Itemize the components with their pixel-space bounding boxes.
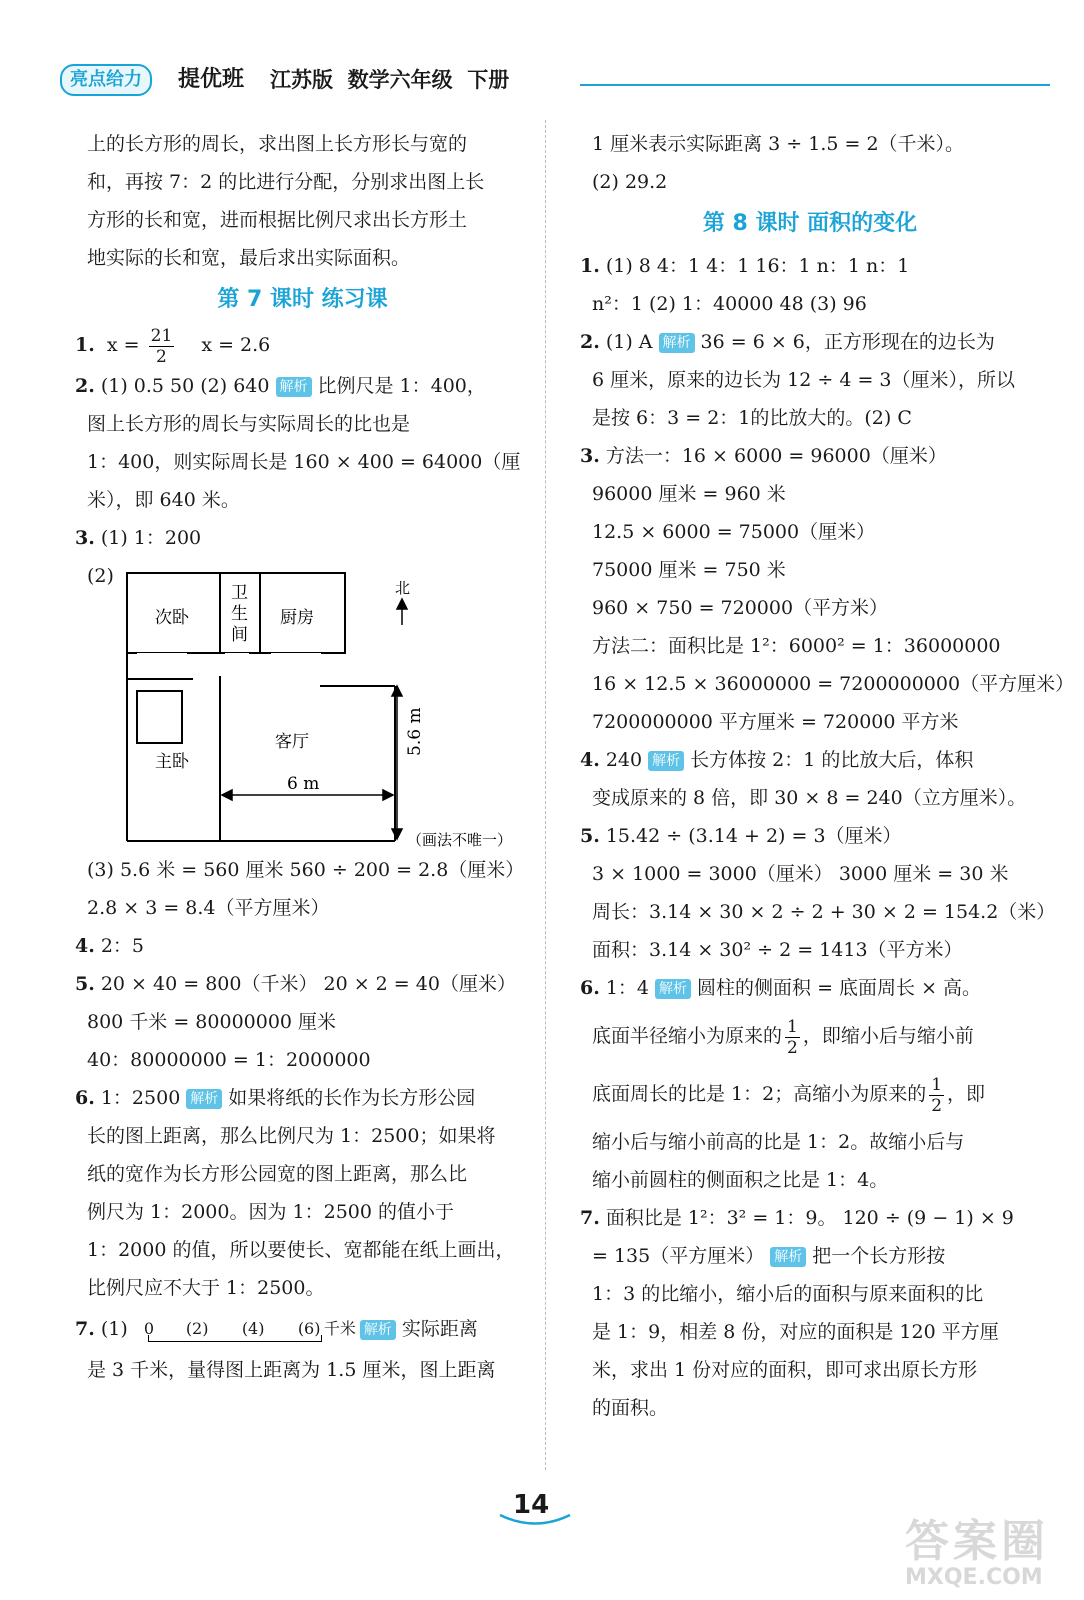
- text-line: 12.5 × 6000 = 75000（厘米）: [592, 521, 876, 543]
- floor-plan: [75, 561, 530, 851]
- north-label: 北: [395, 579, 411, 597]
- text-line: 纸的宽作为长方形公园宽的图上距离，那么比: [87, 1163, 468, 1185]
- answer-1: 1. x = $\frac{21}{2}$ x = 2.6: [75, 325, 271, 367]
- text-line: 周长：3.14 × 30 × 2 ÷ 2 + 30 × 2 = 154.2（米）: [592, 901, 1056, 923]
- text-line: 6 厘米，原来的边长为 12 ÷ 4 = 3（厘米），所以: [592, 369, 1016, 391]
- page-number-arc-icon: [495, 1510, 575, 1530]
- brand-badge: 亮点给力: [60, 64, 152, 96]
- answer-5: 5. 15.42 ÷ (3.14 + 2) = 3（厘米）: [580, 825, 902, 847]
- text-line: (3) 5.6 米 = 560 厘米 560 ÷ 200 = 2.8（厘米）: [87, 859, 525, 881]
- dimension-height: [392, 686, 402, 839]
- answer-4: 4. 2：5: [75, 935, 145, 957]
- text-line: 底面半径缩小为原来的 $\frac{1}{2}$ ，即缩小后与缩小前: [592, 1016, 974, 1058]
- page-number: 14: [513, 1490, 550, 1520]
- right-column: [580, 125, 1075, 1427]
- room-label: 客厅: [275, 732, 309, 752]
- room-label: 厨房: [280, 608, 314, 628]
- text-line: 7200000000 平方厘米 = 720000 平方米: [592, 711, 959, 733]
- text-line: 1：3 的比缩小，缩小后的面积与原来面积的比: [592, 1283, 984, 1305]
- text-line: 2.8 × 3 = 8.4（平方厘米）: [87, 897, 330, 919]
- analysis-tag: 解析: [648, 751, 684, 771]
- watermark: 答案圈 MXQE.COM: [905, 1516, 1049, 1590]
- answer-4: 4. 240 解析 长方体按 2：1 的比放大后，体积: [580, 749, 974, 771]
- text-line: 地实际的长和宽，最后求出实际面积。: [87, 247, 411, 269]
- text-line: 面积：3.14 × 30² ÷ 2 = 1413（平方米）: [592, 939, 963, 961]
- dimension-height-label: 5.6 m: [405, 707, 425, 756]
- analysis-tag: 解析: [186, 1089, 222, 1109]
- text-line: 缩小前圆柱的侧面积之比是 1：4。: [592, 1169, 889, 1191]
- text-line: 变成原来的 8 倍，即 30 × 8 = 240（立方厘米）。: [592, 787, 1027, 809]
- text-line: 3 × 1000 = 3000（厘米） 3000 厘米 = 30 米: [592, 863, 1009, 885]
- analysis-tag: 解析: [360, 1320, 396, 1340]
- text-line: 是 1：9，相差 8 份，对应的面积是 120 平方厘: [592, 1321, 999, 1343]
- text-line: 底面周长的比是 1：2；高缩小为原来的 $\frac{1}{2}$ ，即: [592, 1074, 986, 1116]
- text-line: 和，再按 7：2 的比进行分配，分别求出图上长: [87, 171, 485, 193]
- text-line: 40：80000000 = 1：2000000: [87, 1049, 371, 1071]
- section-title-lesson-7: 第 7 课时 练习课: [217, 287, 388, 312]
- plan-note: （画法不唯一）: [407, 831, 513, 849]
- answer-7: 7. (1) 0 (2) (4) (6) 千米 解析 实际距离: [75, 1307, 530, 1351]
- book-info: 江苏版 数学六年级 下册: [270, 68, 510, 92]
- fraction: $\frac{21}{2}$: [150, 325, 173, 367]
- left-column: [75, 125, 530, 1389]
- text-line: 例尺为 1：2000。因为 1：2500 的值小于: [87, 1201, 455, 1223]
- answer-7: 7. 面积比是 1²：3² = 1：9。 120 ÷ (9 − 1) × 9: [580, 1207, 1014, 1229]
- answer-6: 6. 1：2500 解析 如果将纸的长作为长方形公园: [75, 1087, 476, 1109]
- text-line: 米，求出 1 份对应的面积，即可求出原长方形: [592, 1359, 978, 1381]
- text-line: 方法二：面积比是 1²：6000² = 1：36000000: [592, 635, 1001, 657]
- text-line: 的面积。: [592, 1397, 669, 1419]
- text-line: 方形的长和宽，进而根据比例尺求出长方形土: [87, 209, 468, 231]
- text-line: 16 × 12.5 × 36000000 = 7200000000（平方厘米）: [592, 673, 1075, 695]
- room-label: 生: [231, 604, 248, 624]
- answer-3: 3. (1) 1：200: [75, 527, 202, 549]
- answer-2: 2. (1) 0.5 50 (2) 640 解析 比例尺是 1：400，: [75, 375, 486, 397]
- text-line: = 135（平方厘米） 解析 把一个长方形按: [592, 1245, 946, 1267]
- analysis-tag: 解析: [655, 979, 691, 999]
- answer-1: 1. (1) 8 4：1 4：1 16：1 n：1 n：1: [580, 255, 910, 277]
- answer-5: 5. 20 × 40 = 800（千米） 20 × 2 = 40（厘米）: [75, 973, 516, 995]
- text-line: n²：1 (2) 1：40000 48 (3) 96: [592, 293, 867, 315]
- text-line: 75000 厘米 = 750 米: [592, 559, 786, 581]
- text-line: 比例尺应不大于 1：2500。: [87, 1277, 325, 1299]
- fraction: $\frac{1}{2}$: [787, 1016, 798, 1058]
- text-line: 1：400，则实际周长是 160 × 400 = 64000（厘: [87, 451, 521, 473]
- answer-3: 3. 方法一：16 × 6000 = 96000（厘米）: [580, 445, 947, 467]
- answer-2: 2. (1) A 解析 36 = 6 × 6，正方形现在的边长为: [580, 331, 995, 353]
- north-arrow-icon: [397, 599, 407, 625]
- text-line: 米），即 640 米。: [87, 489, 240, 511]
- text-line: 96000 厘米 = 960 米: [592, 483, 786, 505]
- answer-6: 6. 1：4 解析 圆柱的侧面积 = 底面周长 × 高。: [580, 977, 982, 999]
- scale-bar: 0 (2) (4) (6) 千米: [134, 1315, 354, 1345]
- room-label: 卫: [231, 583, 248, 603]
- text-line: 上的长方形的周长，求出图上长方形长与宽的: [87, 133, 468, 155]
- text-line: 800 千米 = 80000000 厘米: [87, 1011, 337, 1033]
- analysis-tag: 解析: [276, 377, 312, 397]
- series-title: 提优班: [178, 67, 245, 92]
- text-line: 是按 6：3 = 2：1的比放大的。(2) C: [592, 407, 912, 429]
- text-line: 缩小后与缩小前高的比是 1：2。故缩小后与: [592, 1131, 965, 1153]
- room-label: 主卧: [155, 752, 189, 772]
- text-line: 图上长方形的周长与实际周长的比也是: [87, 413, 411, 435]
- room-label: 次卧: [155, 608, 189, 628]
- column-divider: [545, 120, 546, 1470]
- text-line: 长的图上距离，那么比例尺为 1：2500；如果将: [87, 1125, 496, 1147]
- page-header: [60, 62, 1050, 98]
- analysis-tag: 解析: [770, 1247, 806, 1267]
- text-line: 是 3 千米，量得图上距离为 1.5 厘米，图上距离: [87, 1359, 496, 1381]
- analysis-tag: 解析: [659, 333, 695, 353]
- fraction: $\frac{1}{2}$: [931, 1074, 943, 1116]
- section-title-lesson-8: 第 8 课时 面积的变化: [702, 211, 918, 236]
- text-line: (2): [87, 565, 114, 587]
- text-line: 1 厘米表示实际距离 3 ÷ 1.5 = 2（千米）。: [592, 133, 965, 155]
- header-rule: [580, 84, 1050, 86]
- text-line: 960 × 750 = 720000（平方米）: [592, 597, 889, 619]
- text-line: (2) 29.2: [592, 171, 668, 193]
- text-line: 1：2000 的值，所以要使长、宽都能在纸上画出，: [87, 1239, 515, 1261]
- room-label: 间: [231, 625, 248, 645]
- dimension-width-label: 6 m: [287, 774, 320, 794]
